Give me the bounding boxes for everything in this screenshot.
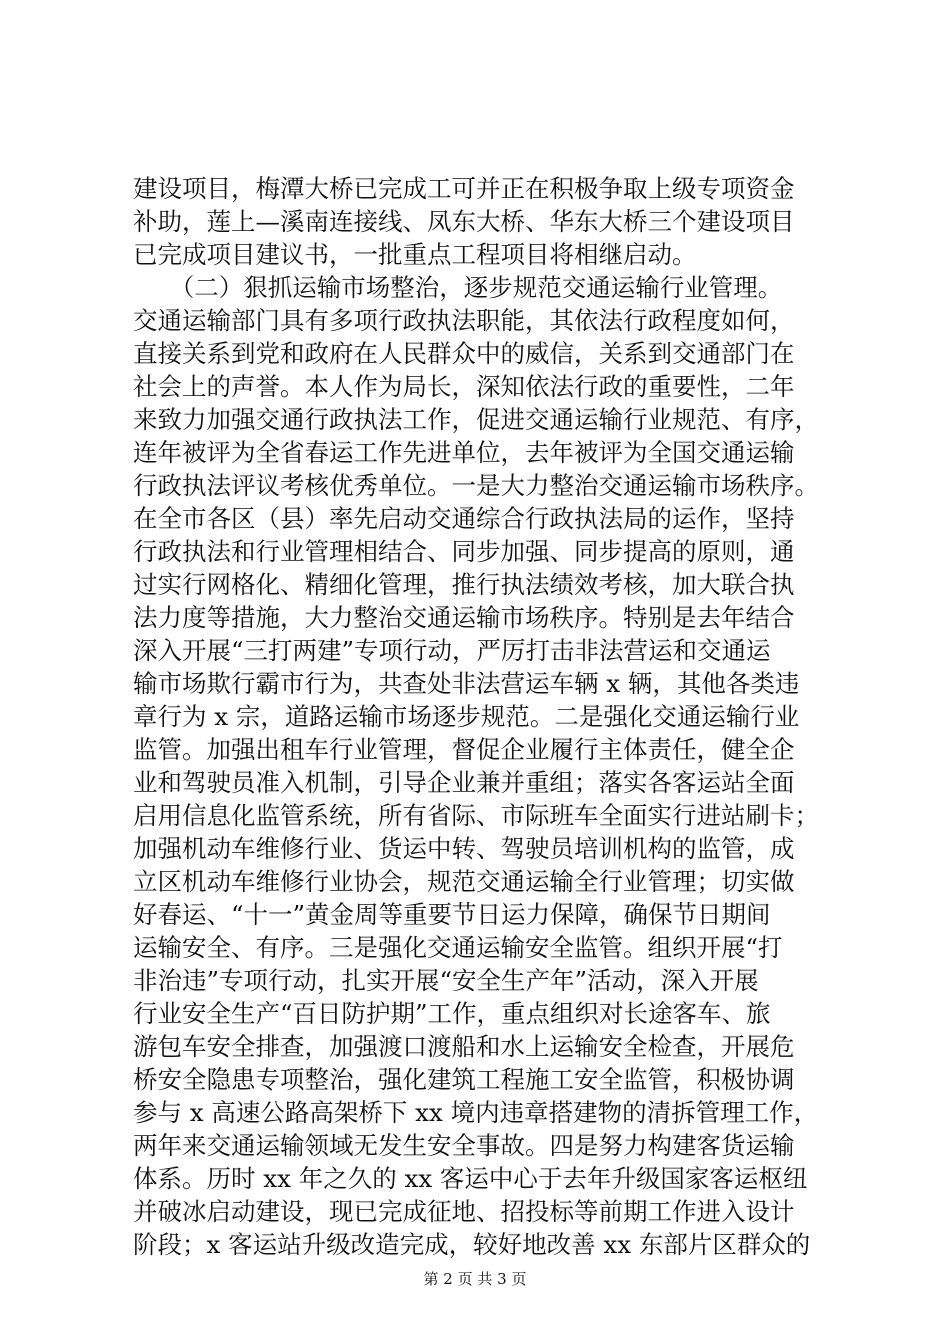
text-line: 章行为 x 宗，道路运输市场逐步规范。二是强化交通运输行业 — [133, 702, 800, 731]
text-line: 立区机动车维修行业协会，规范交通运输全行业管理；切实做 — [133, 867, 795, 896]
text-line: 桥安全隐患专项整治，强化建筑工程施工安全监管，积极协调 — [133, 1065, 795, 1094]
text-line: 直接关系到党和政府在人民群众中的威信，关系到交通部门在 — [133, 339, 795, 368]
text-line: 深入开展“三打两建”专项行动，严厉打击非法营运和交通运 — [133, 636, 771, 665]
text-line: 监管。加强出租车行业管理，督促企业履行主体责任，健全企 — [133, 735, 795, 764]
text-line: 补助，莲上—溪南连接线、凤东大桥、华东大桥三个建设项目 — [133, 207, 795, 236]
text-line: 社会上的声誉。本人作为局长，深知依法行政的重要性，二年 — [133, 372, 795, 401]
text-line: 输市场欺行霸市行为，共查处非法营运车辆 x 辆，其他各类违 — [133, 669, 800, 698]
text-line: 启用信息化监管系统，所有省际、市际班车全面实行进站刷卡； — [133, 801, 819, 830]
text-line: 好春运、“十一”黄金周等重要节日运力保障，确保节日期间 — [133, 900, 771, 929]
text-line: 加强机动车维修行业、货运中转、驾驶员培训机构的监管，成 — [133, 834, 795, 863]
text-line: 建设项目，梅潭大桥已完成工可并正在积极争取上级专项资金 — [133, 174, 795, 203]
text-line: 非治违”专项行动，扎实开展“安全生产年”活动，深入开展 — [133, 966, 759, 995]
text-line: 来致力加强交通行政执法工作，促进交通运输行业规范、有序， — [133, 405, 819, 434]
text-line: 运输安全、有序。三是强化交通运输安全监管。组织开展“打 — [133, 933, 783, 962]
text-line: 行政执法和行业管理相结合、同步加强、同步提高的原则，通 — [133, 537, 795, 566]
text-line: 行政执法评议考核优秀单位。一是大力整治交通运输市场秩序。 — [133, 471, 819, 500]
text-line: 行业安全生产“百日防护期”工作，重点组织对长途客车、旅 — [133, 999, 771, 1028]
text-line: 两年来交通运输领域无发生安全事故。四是努力构建客货运输 — [133, 1131, 795, 1160]
text-line: 已完成项目建议书，一批重点工程项目将相继启动。 — [133, 240, 697, 269]
text-line: 法力度等措施，大力整治交通运输市场秩序。特别是去年结合 — [133, 603, 795, 632]
text-line: 过实行网格化、精细化管理，推行执法绩效考核，加大联合执 — [133, 570, 795, 599]
text-line: 参与 x 高速公路高架桥下 xx 境内违章搭建物的清拆管理工作， — [133, 1098, 819, 1127]
page-footer: 第 2 页 共 3 页 — [423, 1270, 527, 1288]
body-text — [133, 172, 833, 1261]
text-line: 连年被评为全省春运工作先进单位，去年被评为全国交通运输 — [133, 438, 795, 467]
text-line: 交通运输部门具有多项行政执法职能，其依法行政程度如何， — [133, 306, 795, 335]
text-line: 游包车安全排查，加强渡口渡船和水上运输安全检查，开展危 — [133, 1032, 795, 1061]
text-line: 在全市各区（县）率先启动交通综合行政执法局的运作，坚持 — [133, 504, 795, 533]
text-line: 并破冰启动建设，现已完成征地、招投标等前期工作进入设计 — [133, 1197, 795, 1226]
text-line: 体系。历时 xx 年之久的 xx 客运中心于去年升级国家客运枢纽 — [133, 1164, 808, 1193]
text-line: （二）狠抓运输市场整治，逐步规范交通运输行业管理。 — [133, 273, 783, 302]
text-line: 阶段；x 客运站升级改造完成，较好地改善 xx 东部片区群众的 — [133, 1230, 811, 1259]
text-line: 业和驾驶员准入机制，引导企业兼并重组；落实各客运站全面 — [133, 768, 795, 797]
